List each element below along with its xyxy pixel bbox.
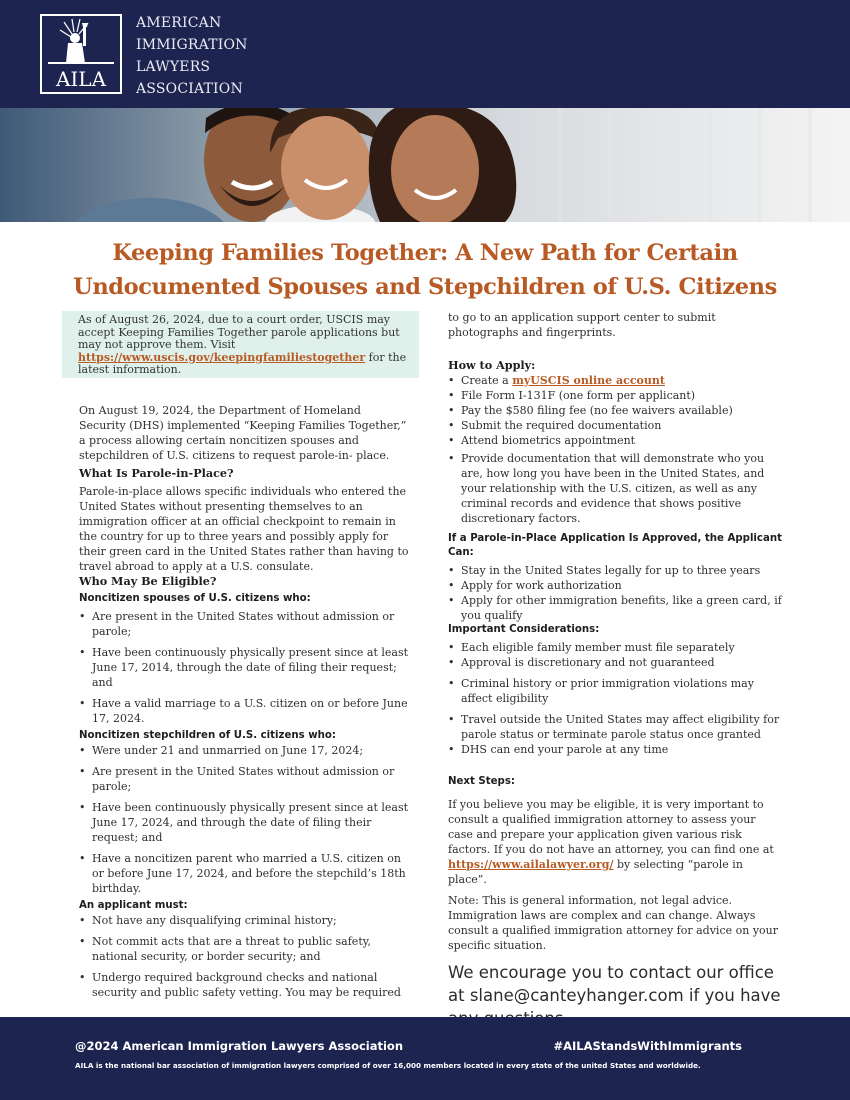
logo-abbr: AILA bbox=[55, 67, 107, 91]
next-steps-paragraph bbox=[448, 797, 783, 887]
list-item: • Have been continuously physically present since at least June 17, 2024, and through the date of filing their request; and bbox=[79, 800, 409, 845]
about-aila-text: AILA is the national bar association of immigration lawyers comprised of over 16,000 members located in every state of the united States and worldwide. bbox=[75, 1061, 701, 1070]
footer-banner bbox=[0, 1017, 850, 1100]
spouses-list bbox=[79, 609, 409, 726]
list-item bbox=[448, 373, 783, 388]
list-item: • Apply for work authorization bbox=[448, 578, 783, 593]
organization-name bbox=[136, 12, 248, 100]
heading-next-steps: Next Steps: bbox=[448, 776, 515, 787]
myuscis-link[interactable]: myUSCIS online account bbox=[512, 374, 665, 387]
heading-must: An applicant must: bbox=[79, 900, 188, 911]
contact-message: We encourage you to contact our office at slane@canteyhanger.com if you have bbox=[448, 963, 781, 1005]
heading-considerations: Important Considerations: bbox=[448, 624, 600, 635]
uscis-link[interactable]: https://www.uscis.gov/keepingfamiliestogether bbox=[78, 350, 366, 364]
copyright-text: @2024 American Immigration Lawyers Association bbox=[75, 1039, 404, 1053]
title-line: Undocumented Spouses and Stepchildren of U.S. Citizens bbox=[73, 274, 777, 300]
legal-note: Note: This is general information, not legal advice. Immigration laws are complex and can change. Always consult a qualified immigration attorney for advice on your specific situation. bbox=[448, 894, 779, 952]
continuation-text: to go to an application support center to submit photographs and fingerprints. bbox=[448, 311, 716, 339]
court-order-notice bbox=[62, 311, 419, 378]
considerations-list bbox=[448, 640, 783, 757]
ailalawyer-link[interactable]: https://www.ailalawyer.org/ bbox=[448, 858, 614, 871]
apply-list bbox=[448, 373, 783, 526]
list-item: • Stay in the United States legally for up to three years bbox=[448, 563, 783, 578]
list-item: • Undergo required background checks and national security and public safety vetting. You may be required bbox=[79, 970, 409, 1000]
next-steps-text: If you believe you may be eligible, it is very important to consult a qualified immigration attorney to assess your case and prepare your application given various risk factors. If you do not have an attorney, you can find one at bbox=[448, 798, 774, 856]
list-item: • Provide documentation that will demonstrate who you are, how long you have been in the United States, and your relationship with the U.S. citizen, as well as any criminal records and evidence that shows positive discretionary factors. bbox=[448, 451, 783, 526]
right-column bbox=[448, 310, 783, 1030]
heading-apply: How to Apply: bbox=[448, 358, 536, 372]
heading-parole: What Is Parole-in-Place? bbox=[79, 466, 234, 480]
org-line: AMERICAN bbox=[136, 15, 222, 31]
list-item: • Each eligible family member must file separately bbox=[448, 640, 783, 655]
next-steps-text-end: by selecting “parole in place”. bbox=[448, 858, 743, 886]
list-item: • Have been continuously physically present since at least June 17, 2014, through the date of filing their request; and bbox=[79, 645, 409, 690]
list-item: • Submit the required documentation bbox=[448, 418, 783, 433]
list-item: • Not have any disqualifying criminal history; bbox=[79, 913, 409, 928]
heading-approved: If a Parole-in-Place Application Is Approved, the Applicant Can: bbox=[448, 533, 782, 558]
list-item: • Approval is discretionary and not guaranteed bbox=[448, 655, 783, 670]
stepchildren-list bbox=[79, 743, 409, 896]
list-item: • Criminal history or prior immigration violations may affect eligibility bbox=[448, 676, 783, 706]
list-item: • File Form I-131F (one form per applicant) bbox=[448, 388, 783, 403]
list-item: • Have a valid marriage to a U.S. citizen on or before June 17, 2024. bbox=[79, 696, 409, 726]
notice-text: As of August 26, 2024, due to a court order, USCIS may accept Keeping Families Together parole applications but may not approve them. Visit bbox=[78, 313, 400, 351]
list-item: • Apply for other immigration benefits, like a green card, if you qualify bbox=[448, 593, 783, 623]
family-photo bbox=[0, 108, 850, 222]
list-item: • Travel outside the United States may affect eligibility for parole status or terminate parole status once granted bbox=[448, 712, 783, 742]
list-item: • Are present in the United States without admission or parole; bbox=[79, 764, 409, 794]
org-line: IMMIGRATION bbox=[136, 37, 248, 53]
page-title bbox=[40, 236, 810, 304]
title-line: Keeping Families Together: A New Path for Certain bbox=[112, 240, 738, 266]
list-item: • Pay the $580 filing fee (no fee waivers available) bbox=[448, 403, 783, 418]
hashtag-text: #AILAStandsWithImmigrants bbox=[553, 1039, 742, 1053]
list-item: • Are present in the United States without admission or parole; bbox=[79, 609, 409, 639]
header-banner bbox=[0, 0, 850, 108]
heading-stepchildren: Noncitizen stepchildren of U.S. citizens who: bbox=[79, 730, 336, 741]
org-line: ASSOCIATION bbox=[136, 81, 243, 97]
list-item: • Attend biometrics appointment bbox=[448, 433, 783, 448]
intro-paragraph: On August 19, 2024, the Department of Homeland Security (DHS) implemented “Keeping Families Together,” a process allowing certain noncitizen spouses and stepchildren of U.S. citizens to request parole-in- place. bbox=[79, 404, 407, 462]
list-item: • Were under 21 and unmarried on June 17, 2024; bbox=[79, 743, 409, 758]
heading-spouses: Noncitizen spouses of U.S. citizens who: bbox=[79, 593, 311, 604]
notice-text-end: for the latest information. bbox=[78, 350, 407, 376]
list-item: • Have a noncitizen parent who married a U.S. citizen on or before June 17, 2024, and before the stepchild’s 18th birthday. bbox=[79, 851, 409, 896]
heading-eligible: Who May Be Eligible? bbox=[79, 574, 217, 588]
must-list bbox=[79, 913, 409, 1000]
parole-paragraph: Parole-in-place allows specific individuals who entered the United States without presenting themselves to an immigration officer at an official checkpoint to remain in the country for up to three years and possibly apply for their green card in the United States rather than having to travel abroad to apply at a U.S. consulate. bbox=[79, 485, 409, 573]
apply-prefix: Create a bbox=[461, 374, 513, 387]
org-line: LAWYERS bbox=[136, 59, 211, 75]
aila-logo bbox=[40, 14, 122, 94]
left-column bbox=[79, 403, 409, 1000]
list-item: • Not commit acts that are a threat to public safety, national security, or border security; and bbox=[79, 934, 409, 964]
list-item: • DHS can end your parole at any time bbox=[448, 742, 783, 757]
approved-list bbox=[448, 563, 783, 623]
